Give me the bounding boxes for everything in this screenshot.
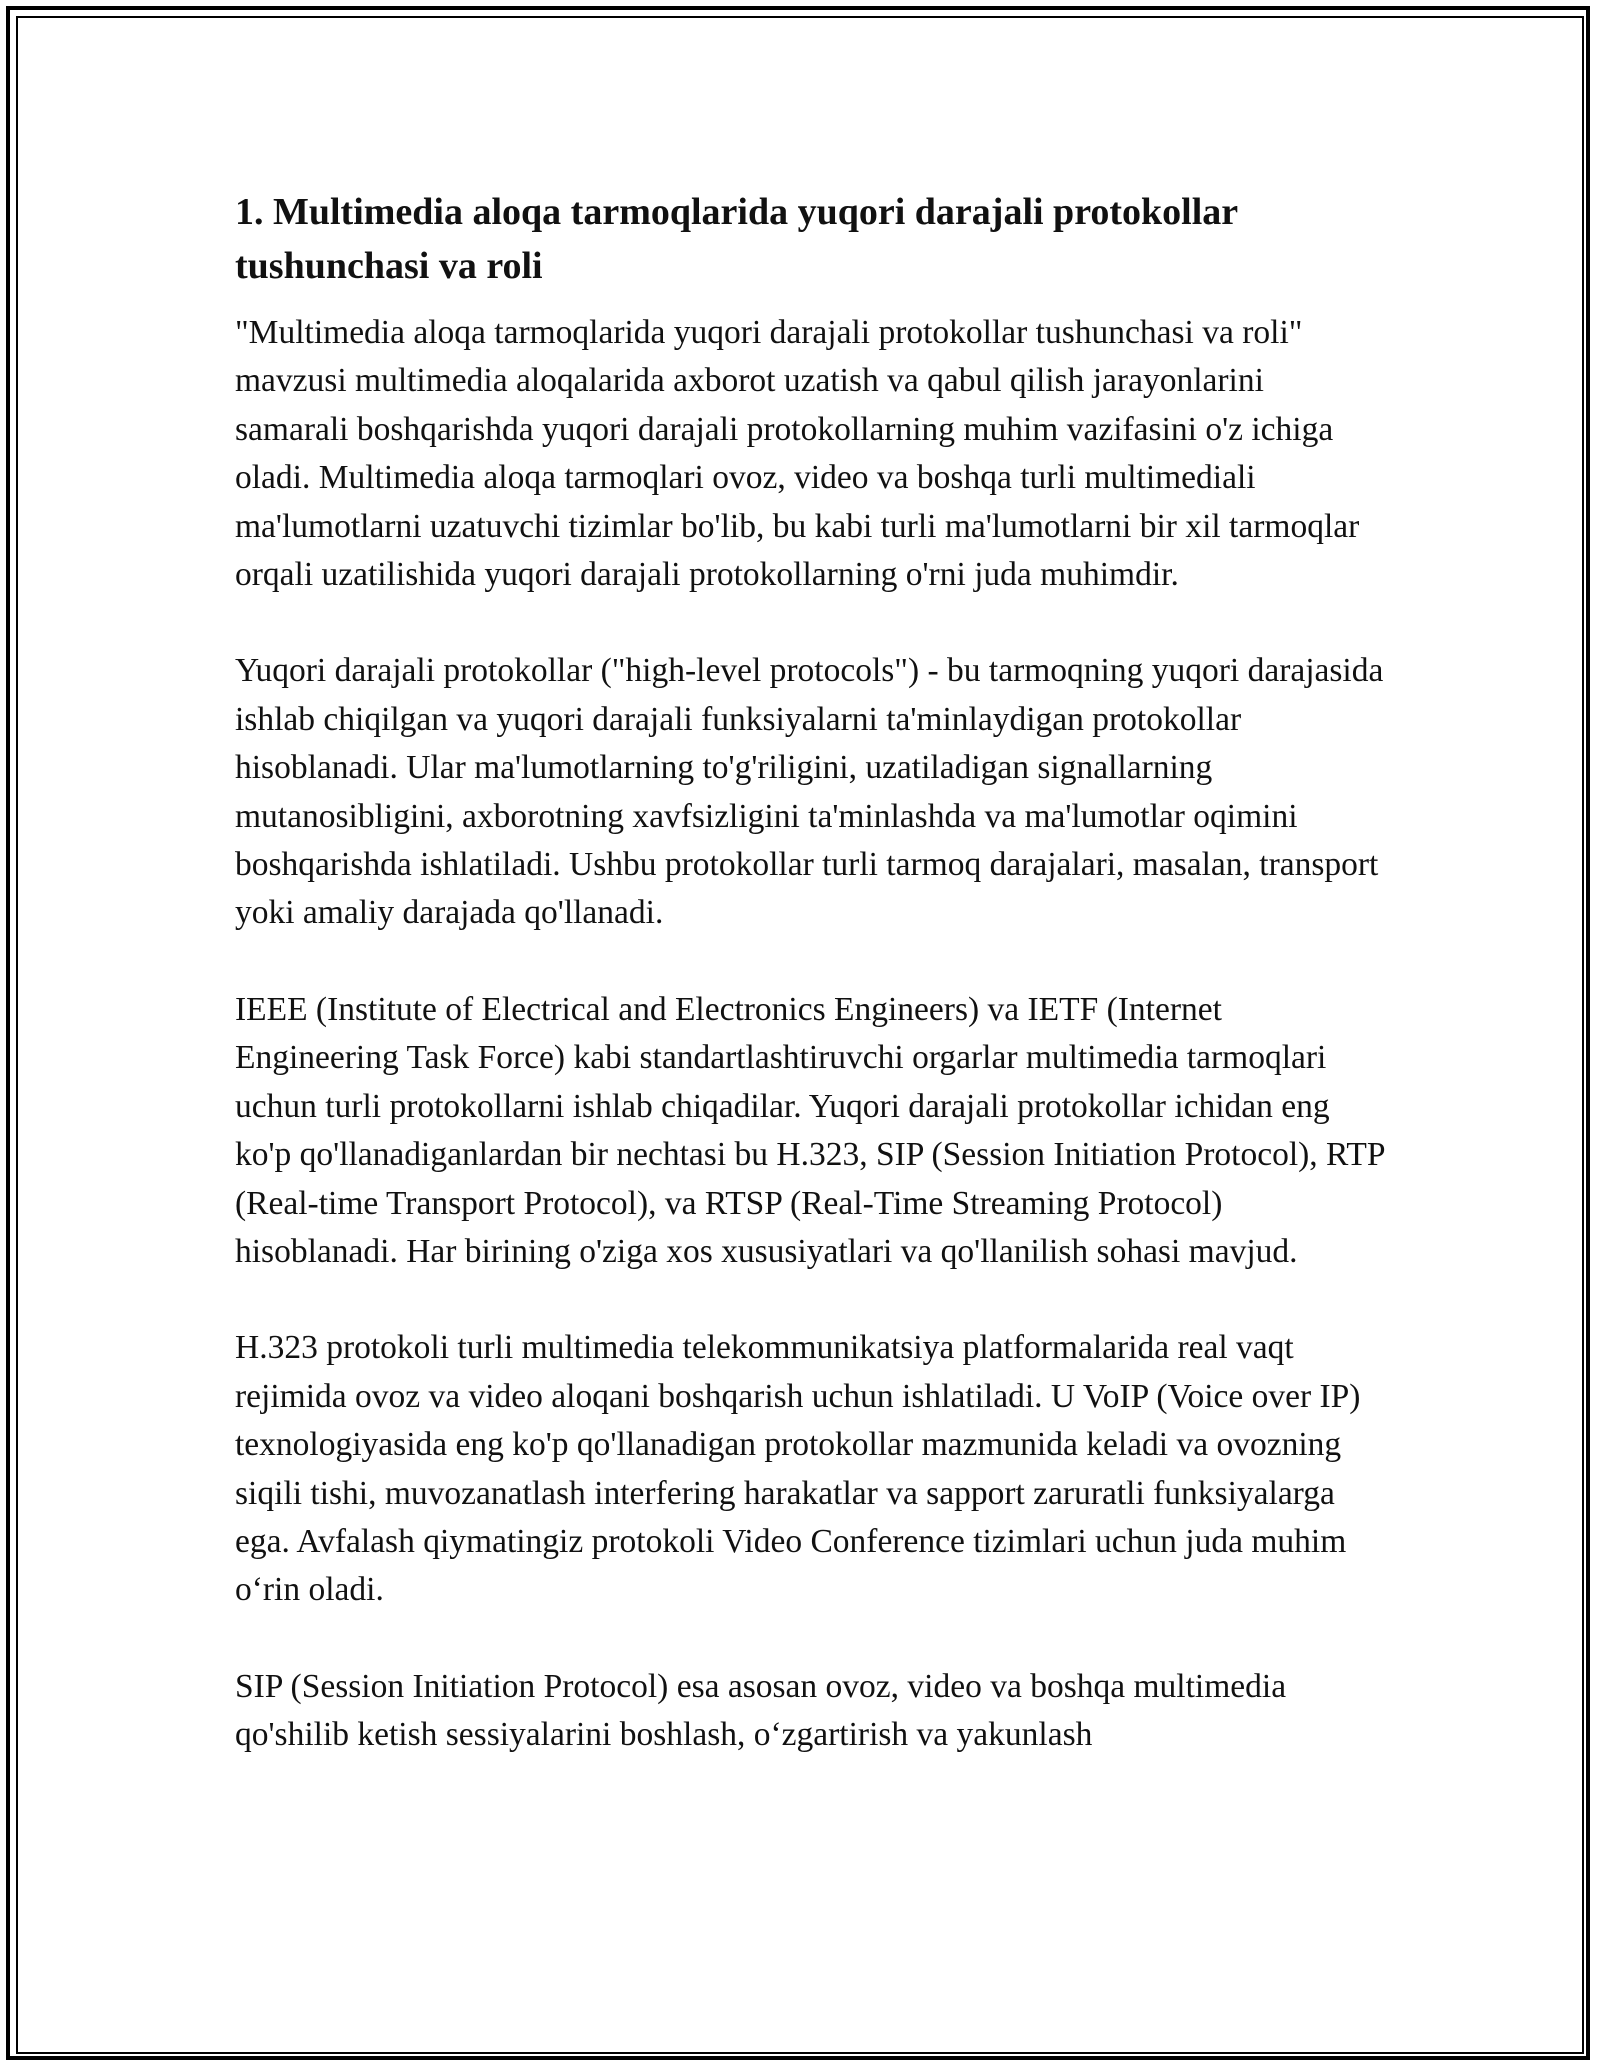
paragraph-standards-bodies: IEEE (Institute of Electrical and Electronics Engineers) va IETF (Internet Engineering Task Force) kabi standartlashtiruvchi orgarlar multimedia tarmoqlari uchun turli protokollarni ishlab chiqadilar. Yuqori darajali protokollar ichidan eng ko'p qo'llanadiganlardan bir nechtasi bu H.323, SIP (Session Initiation Protocol), RTP (Real-time Transport Protocol), va RTSP (Real-Time Streaming Protocol) hisoblanadi. Har birining o'ziga xos xususiyatlari va qo'llanilish sohasi mavjud. <box>235 990 1385 1270</box>
section-heading: 1. Multimedia aloqa tarmoqlarida yuqori darajali protokollar tushunchasi va roli <box>235 191 1238 287</box>
paragraph-intro: "Multimedia aloqa tarmoqlarida yuqori darajali protokollar tushunchasi va roli" mavzusi multimedia aloqalarida axborot uzatish va qabul qilish jarayonlarini samarali boshqarishda yuqori darajali protokollarning muhim vazifasini o'z ichiga oladi. Multimedia aloqa tarmoqlari ovoz, video va boshqa turli multimediali ma'lumotlarni uzatuvchi tizimlar bo'lib, bu kabi turli ma'lumotlarni bir xil tarmoqlar orqali uzatilishida yuqori darajali protokollarning o'rni juda muhimdir. <box>235 314 1360 594</box>
paragraph-high-level-protocols: Yuqori darajali protokollar ("high-level protocols") - bu tarmoqning yuqori darajasida ishlab chiqilgan va yuqori darajali funksiyalarni ta'minlaydigan protokollar hisoblanadi. Ular ma'lumotlarning to'g'riligini, uzatiladigan signallarning mutanosibligini, axborotning xavfsizligini ta'minlashda va ma'lumotlar oqimini boshqarishda ishlatiladi. Ushbu protokollar turli tarmoq darajalari, masalan, transport yoki amaliy darajada qo'llanadi. <box>235 652 1384 932</box>
paragraph-sip: SIP (Session Initiation Protocol) esa asosan ovoz, video va boshqa multimedia qo'shilib ketish sessiyalarini boshlash, o‘zgartirish va yakunlash <box>235 1667 1287 1754</box>
paragraph-h323: H.323 protokoli turli multimedia telekommunikatsiya platformalarida real vaqt rejimida ovoz va video aloqani boshqarish uchun ishlatiladi. U VoIP (Voice over IP) texnologiyasida eng ko'p qo'llanadigan protokollar mazmunida keladi va ovozning siqili tishi, muvozanatlash interfering harakatlar va sapport zaruratli funksiyalarga ega. Avfalash qiymatingiz protokoli Video Conference tizimlari uchun juda muhim o‘rin oladi. <box>235 1329 1361 1609</box>
document-page <box>235 185 1385 1808</box>
